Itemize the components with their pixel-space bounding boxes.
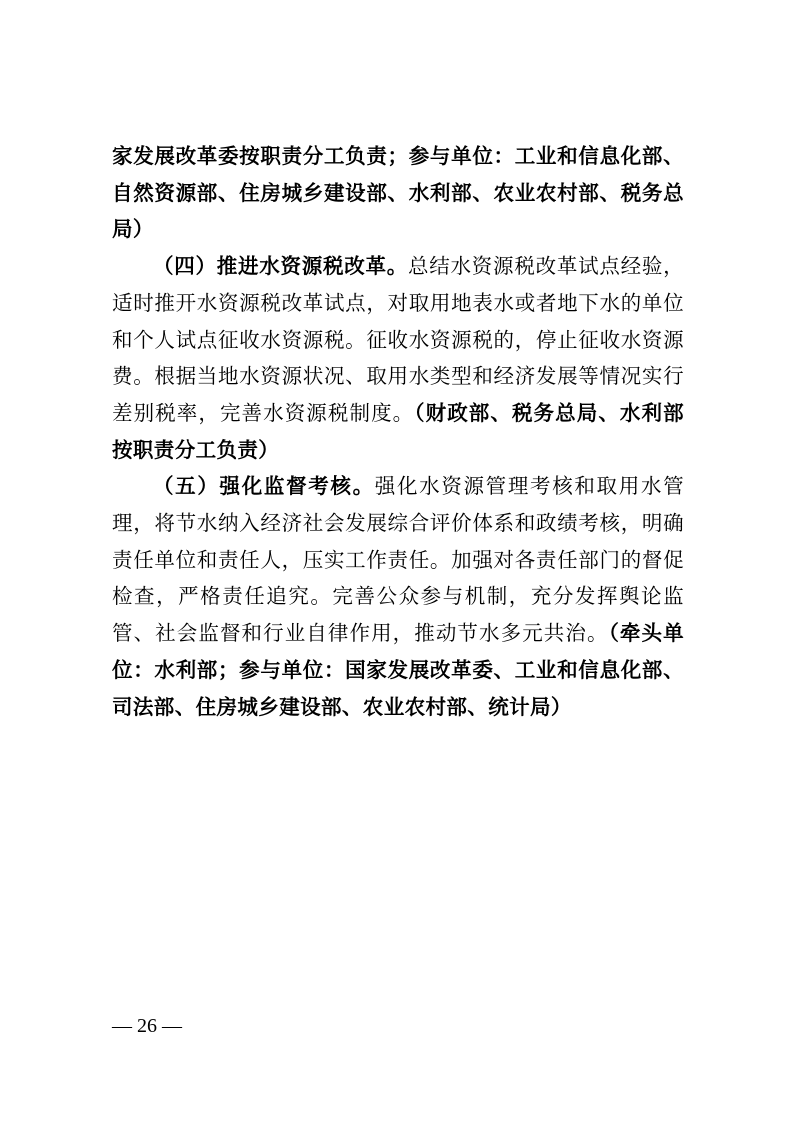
paragraph-body: 总结水资源税改革试点经验，适时推开水资源税改革试点，对取用地表水或者地下水的单位和个人试点征收水资源税。征收水资源税的，停止征收水资源费。根据当地水资源状况、取用水类型和经济发展等情况实行差别税率，完善水资源税制度。	[112, 254, 684, 425]
paragraph-water-resource-tax	[112, 248, 684, 468]
paragraph-note: （牵头单位：水利部；参与单位：国家发展改革委、工业和信息化部、司法部、住房城乡建设部、农业农村部、统计局）	[112, 621, 684, 719]
paragraph-note: （财政部、税务总局、水利部按职责分工负责）	[112, 400, 684, 462]
paragraph-supervision	[112, 468, 684, 725]
section-heading-5: （五）强化监督考核。	[153, 474, 375, 499]
paragraph-continuation	[112, 138, 684, 248]
page-number: — 26 —	[112, 1015, 182, 1037]
body-text	[112, 138, 684, 725]
paragraph-body: 强化水资源管理考核和取用水管理，将节水纳入经济社会发展综合评价体系和政绩考核，明确责任单位和责任人，压实工作责任。加强对各责任部门的督促检查，严格责任追究。完善公众参与机制，充分发挥舆论监管、社会监督和行业自律作用，推动节水多元共治。	[112, 474, 684, 646]
paragraph-note: 家发展改革委按职责分工负责；参与单位：工业和信息化部、自然资源部、住房城乡建设部、水利部、农业农村部、税务总局）	[112, 144, 684, 242]
section-heading-4: （四）推进水资源税改革。	[153, 254, 409, 279]
